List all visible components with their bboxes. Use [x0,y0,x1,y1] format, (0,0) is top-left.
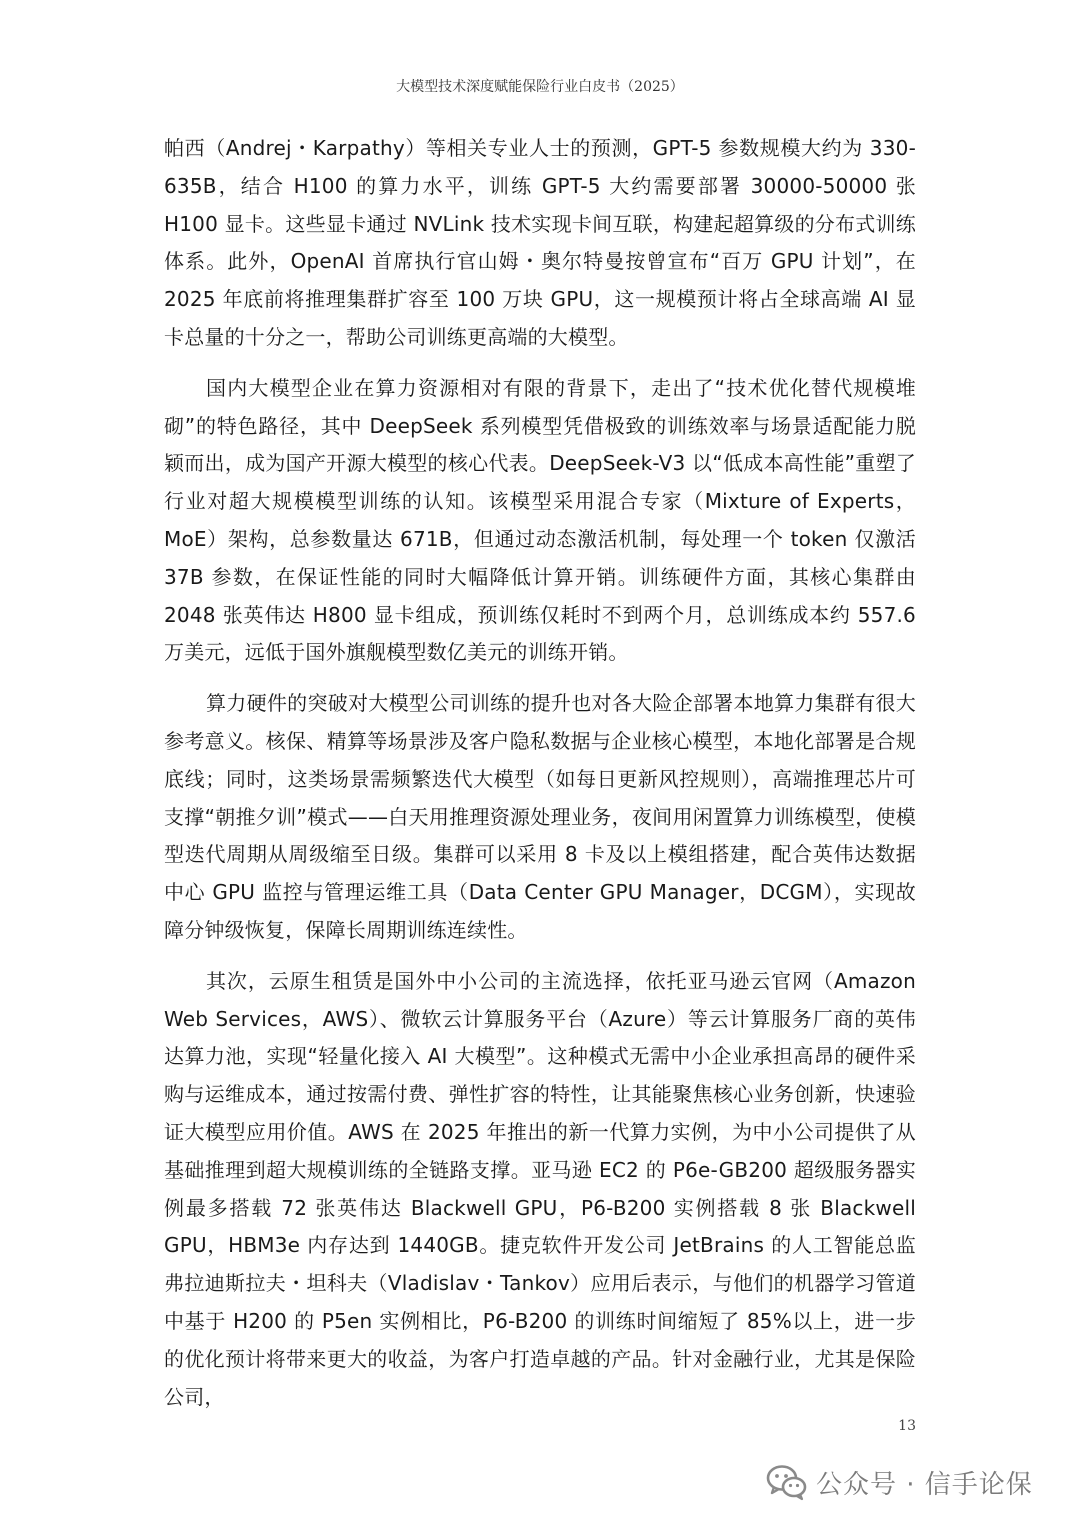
wechat-icon [766,1463,808,1501]
watermark-text: 公众号 · 信手论保 [816,1469,1033,1500]
page-number: 13 [898,1418,916,1434]
paragraph-1: 帕西（Andrej・Karpathy）等相关专业人士的预测，GPT-5 参数规模大约为 330-635B，结合 H100 的算力水平，训练 GPT-5 大约需要部署 30000-50000 张 H100 显卡。这些显卡通过 NVLink 技术实现卡间互联，构建起超算级的分布式训练体系。此外，OpenAI 首席执行官山姆・奥尔特曼按曾宣布“百万 GPU 计划”，在 2025 年底前将推理集群扩容至 100 万块 GPU，这一规模预计将占全球高端 AI 显卡总量的十分之一，帮助公司训练更高端的大模型。 [164,136,916,349]
running-header: 大模型技术深度赋能保险行业白皮书（2025） [396,79,684,95]
paragraph-2: 国内大模型企业在算力资源相对有限的背景下，走出了“技术优化替代规模堆砌”的特色路径，其中 DeepSeek 系列模型凭借极致的训练效率与场景适配能力脱颖而出，成为国产开源大模型的核心代表。DeepSeek-V3 以“低成本高性能”重塑了行业对超大规模模型训练的认知。该模型采用混合专家（Mixture of Experts，MoE）架构，总参数量达 671B，但通过动态激活机制，每处理一个 token 仅激活 37B 参数，在保证性能的同时大幅降低计算开销。训练硬件方面，其核心集群由 2048 张英伟达 H800 显卡组成，预训练仅耗时不到两个月，总训练成本约 557.6 万美元，远低于国外旗舰模型数亿美元的训练开销。 [164,375,916,665]
watermark [766,1458,1033,1506]
body-text [164,130,916,1416]
paragraph-4: 其次，云原生租赁是国外中小公司的主流选择，依托亚马逊云官网（Amazon Web Services，AWS）、微软云计算服务平台（Azure）等云计算服务厂商的英伟达算力池，实现“轻量化接入 AI 大模型”。这种模式无需中小企业承担高昂的硬件采购与运维成本，通过按需付费、弹性扩容的特性，让其能聚焦核心业务创新，快速验证大模型应用价值。AWS 在 2025 年推出的新一代算力实例，为中小公司提供了从基础推理到超大规模训练的全链路支撑。亚马逊 EC2 的 P6e-GB200 超级服务器实例最多搭载 72 张英伟达 Blackwell GPU，P6-B200 实例搭载 8 张 Blackwell GPU，HBM3e 内存达到 1440GB。捷克软件开发公司 JetBrains 的人工智能总监弗拉迪斯拉夫・坦科夫（Vladislav・Tankov）应用后表示，与他们的机器学习管道中基于 H200 的 P5en 实例相比，P6-B200 的训练时间缩短了 85%以上，进一步的优化预计将带来更大的收益，为客户打造卓越的产品。针对金融行业，尤其是保险公司， [164,968,916,1409]
paragraph-3: 算力硬件的突破对大模型公司训练的提升也对各大险企部署本地算力集群有很大参考意义。核保、精算等场景涉及客户隐私数据与企业核心模型，本地化部署是合规底线；同时，这类场景需频繁迭代大模型（如每日更新风控规则），高端推理芯片可支撑“朝推夕训”模式——白天用推理资源处理业务，夜间用闲置算力训练模型，使模型迭代周期从周级缩至日级。集群可以采用 8 卡及以上模组搭建，配合英伟达数据中心 GPU 监控与管理运维工具（Data Center GPU Manager，DCGM），实现故障分钟级恢复，保障长周期训练连续性。 [164,691,916,942]
